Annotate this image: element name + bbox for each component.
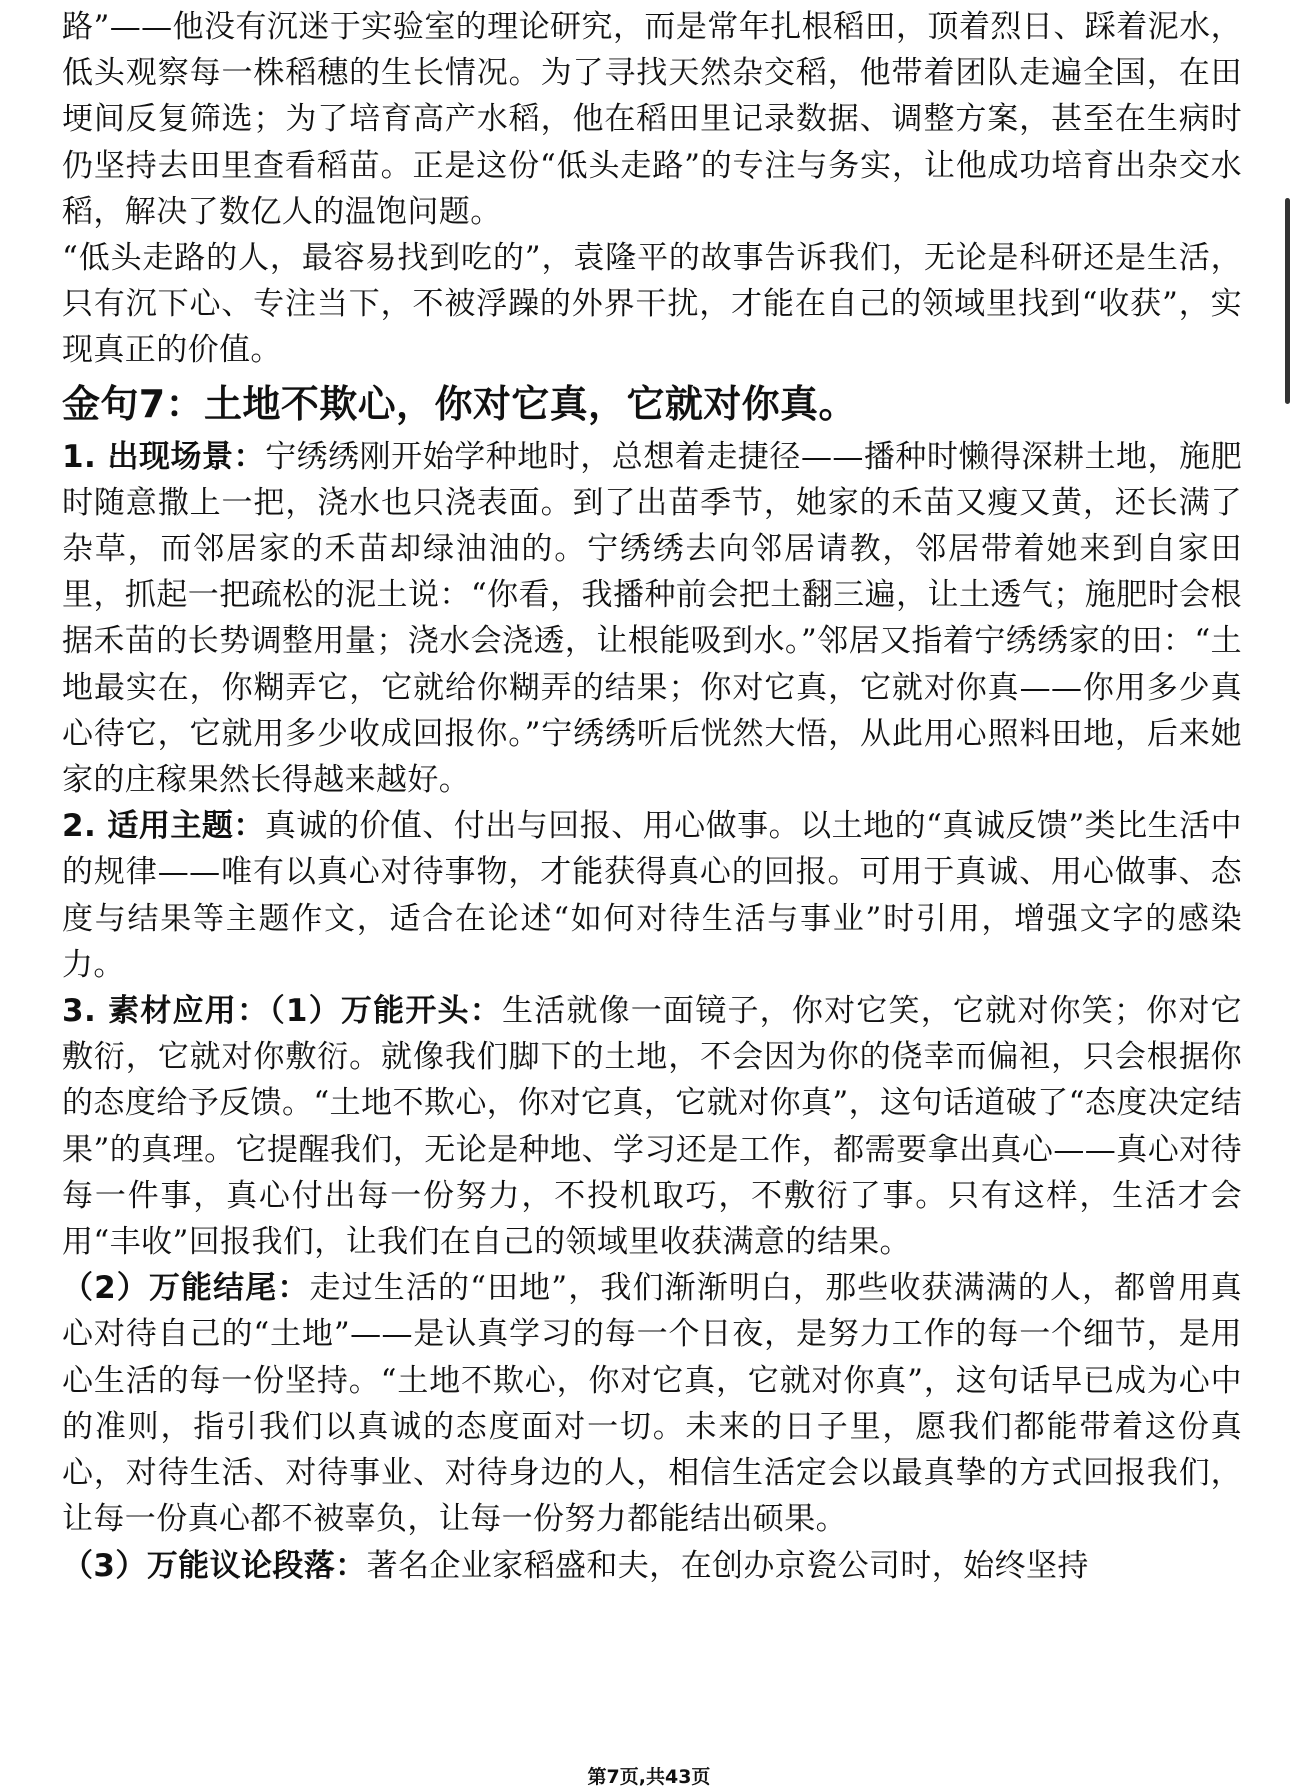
section-theme-label: 2. 适用主题： <box>62 808 265 845</box>
section-argument <box>62 1543 1242 1589</box>
section-application <box>62 988 1242 1265</box>
section-scene <box>62 434 1242 804</box>
scrollbar-thumb[interactable] <box>1285 198 1290 404</box>
section-scene-label: 1. 出现场景： <box>62 438 266 475</box>
section-application-label: 3. 素材应用： <box>62 993 270 1030</box>
argument-text: 著名企业家稻盛和夫，在创办京瓷公司时，始终坚持 <box>366 1547 1089 1584</box>
quote-heading: 金句7：土地不欺心，你对它真，它就对你真。 <box>62 381 857 426</box>
argument-label: （3）万能议论段落： <box>62 1547 367 1584</box>
section-scene-text: 宁绣绣刚开始学种地时，总想着走捷径——播种时懒得深耕土地，施肥时随意撒上一把，浇水也只浇表面。到了出苗季节，她家的禾苗又瘦又黄，还长满了杂草，而邻居家的禾苗却绿油油的。宁绣绣去向邻居请教，邻居带着她来到自家田里，抓起一把疏松的泥土说：“你看，我播种前会把土翻三遍，让土透气；施肥时会根据禾苗的长势调整用量；浇水会浇透，让根能吸到水。”邻居又指着宁绣绣家的田：“土地最实在，你糊弄它，它就给你糊弄的结果；你对它真，它就对你真——你用多少真心待它，它就用多少收成回报你。”宁绣绣听后恍然大悟，从此用心照料田地，后来她家的庄稼果然长得越来越好。 <box>62 438 1242 799</box>
paragraph-yuan-longping-story: 路”——他没有沉迷于实验室的理论研究，而是常年扎根稻田，顶着烈日、踩着泥水，低头观察每一株稻穗的生长情况。为了寻找天然杂交稻，他带着团队走遍全国，在田埂间反复筛选；为了培育高产水稻，他在稻田里记录数据、调整方案，甚至在生病时仍坚持去田里查看稻苗。正是这份“低头走路”的专注与务实，让他成功培育出杂交水稻，解决了数亿人的温饱问题。 <box>62 9 1242 230</box>
paragraph-yuan-longping-conclusion: “低头走路的人，最容易找到吃的”，袁隆平的故事告诉我们，无论是科研还是生活，只有沉下心、专注当下，不被浮躁的外界干扰，才能在自己的领域里找到“收获”，实现真正的价值。 <box>62 240 1242 369</box>
page-indicator: 第7页,共43页 <box>587 1766 711 1788</box>
section-theme-text: 真诚的价值、付出与回报、用心做事。以土地的“真诚反馈”类比生活中的规律——唯有以真心对待事物，才能获得真心的回报。可用于真诚、用心做事、态度与结果等主题作文，适合在论述“如何对待生活与事业”时引用，增强文字的感染力。 <box>62 808 1242 983</box>
opening-text: 生活就像一面镜子，你对它笑，它就对你笑；你对它敷衍，它就对你敷衍。就像我们脚下的土地，不会因为你的侥幸而偏袒，只会根据你的态度给予反馈。“土地不欺心，你对它真，它就对你真”，这句话道破了“态度决定结果”的真理。它提醒我们，无论是种地、学习还是工作，都需要拿出真心——真心对待每一件事，真心付出每一份努力，不投机取巧，不敷衍了事。只有这样，生活才会用“丰收”回报我们，让我们在自己的领域里收获满意的结果。 <box>62 993 1242 1261</box>
section-theme <box>62 803 1242 988</box>
ending-text: 走过生活的“田地”，我们渐渐明白，那些收获满满的人，都曾用真心对待自己的“土地”——是认真学习的每一个日夜，是努力工作的每一个细节，是用心生活的每一份坚持。“土地不欺心，你对它真，它就对你真”，这句话早已成为心中的准则，指引我们以真诚的态度面对一切。未来的日子里，愿我们都能带着这份真心，对待生活、对待事业、对待身边的人，相信生活定会以最真挚的方式回报我们，让每一份真心都不被辜负，让每一份努力都能结出硕果。 <box>62 1270 1242 1538</box>
document-body <box>62 4 1242 1589</box>
opening-label: （1）万能开头： <box>269 993 502 1030</box>
ending-label: （2）万能结尾： <box>62 1270 310 1307</box>
section-ending <box>62 1265 1242 1542</box>
